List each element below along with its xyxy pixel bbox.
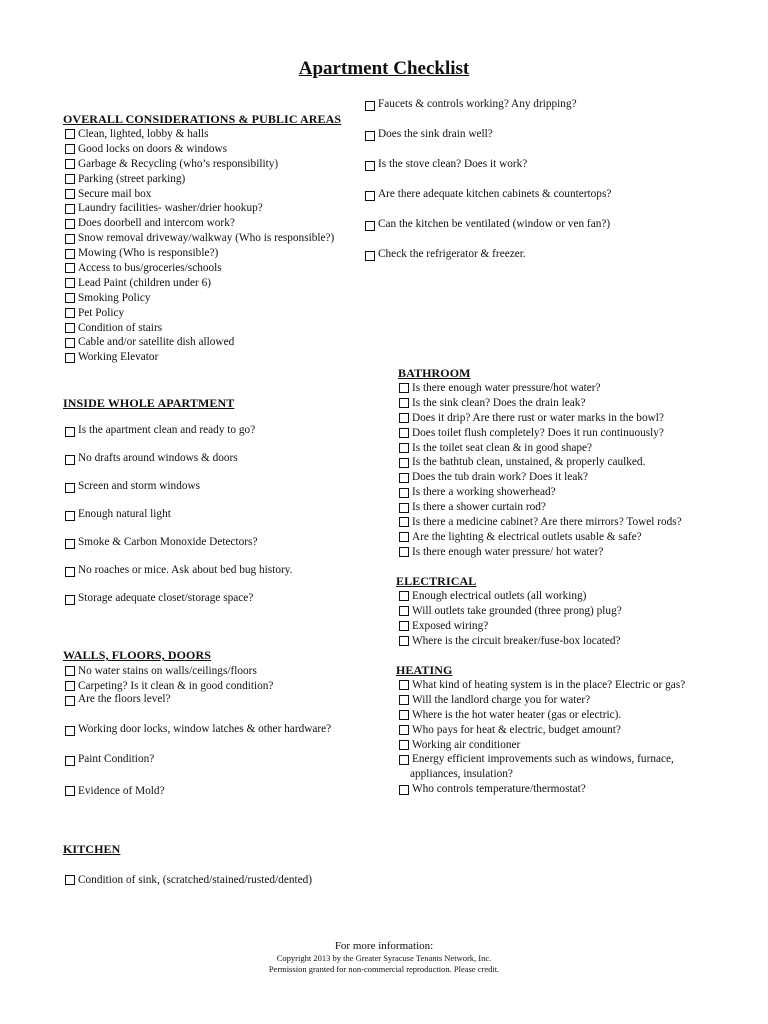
checklist-item[interactable]: Is there a working showerhead? [397,485,682,500]
checklist-item[interactable]: Is the bathtub clean, unstained, & properly caulked. [397,455,682,470]
checkbox-icon[interactable] [65,567,75,577]
checklist-item[interactable]: Access to bus/groceries/schools [63,261,334,276]
checklist-item[interactable]: Secure mail box [63,187,334,202]
checkbox-icon[interactable] [399,591,409,601]
checklist-item[interactable]: Where is the hot water heater (gas or electric). [397,708,685,723]
checkbox-icon[interactable] [65,144,75,154]
inside-list [63,424,293,620]
checklist-item[interactable]: Is the apartment clean and ready to go? [63,424,293,452]
checklist-item[interactable]: Is the stove clean? Does it work? [363,158,611,188]
kitchen-list-left [63,872,312,887]
checklist-item[interactable]: Are the floors level? [63,693,331,723]
checkbox-icon[interactable] [399,488,409,498]
checkbox-icon[interactable] [65,455,75,465]
checkbox-icon[interactable] [65,293,75,303]
checkbox-icon[interactable] [399,473,409,483]
checkbox-icon[interactable] [365,131,375,141]
checklist-item[interactable]: Will the landlord charge you for water? [397,693,685,708]
checkbox-icon[interactable] [399,547,409,557]
checklist-item[interactable]: Smoke & Carbon Monoxide Detectors? [63,536,293,564]
checkbox-icon[interactable] [65,511,75,521]
checklist-item[interactable]: What kind of heating system is in the place? Electric or gas? [397,678,685,693]
checklist-item[interactable]: Evidence of Mold? [63,783,331,798]
checkbox-icon[interactable] [65,219,75,229]
checklist-item[interactable]: Can the kitchen be ventilated (window or ven fan?) [363,218,611,248]
checkbox-icon[interactable] [65,234,75,244]
checklist-item[interactable]: Working air conditioner [397,738,685,753]
walls-list [63,663,331,798]
checklist-item[interactable]: Lead Paint (children under 6) [63,276,334,291]
checkbox-icon[interactable] [365,161,375,171]
checklist-item[interactable]: Mowing (Who is responsible?) [63,246,334,261]
checkbox-icon[interactable] [365,251,375,261]
checklist-item[interactable]: Pet Policy [63,306,334,321]
checklist-item[interactable]: Does the sink drain well? [363,128,611,158]
checkbox-icon[interactable] [399,710,409,720]
checkbox-icon[interactable] [65,427,75,437]
checklist-item[interactable]: Faucets & controls working? Any dripping? [363,98,611,128]
checkbox-icon[interactable] [399,398,409,408]
checklist-item[interactable]: Garbage & Recycling (who’s responsibility) [63,157,334,172]
checkbox-icon[interactable] [399,428,409,438]
checklist-item[interactable]: Energy efficient improvements such as windows, furnace, [397,752,685,767]
checkbox-icon[interactable] [65,174,75,184]
checklist-item[interactable]: Screen and storm windows [63,480,293,508]
checklist-item[interactable]: Where is the circuit breaker/fuse-box located? [397,634,622,649]
checklist-item[interactable]: Does the tub drain work? Does it leak? [397,470,682,485]
checklist-item[interactable]: Working Elevator [63,350,334,365]
checklist-item-continuation: appliances, insulation? [410,768,513,781]
page-title: Apartment Checklist [298,58,470,79]
checkbox-icon[interactable] [399,458,409,468]
heading-electrical: ELECTRICAL [396,574,477,588]
heading-inside: INSIDE WHOLE APARTMENT [63,396,235,410]
checklist-item[interactable]: Smoking Policy [63,291,334,306]
checkbox-icon[interactable] [65,204,75,214]
checklist-item[interactable]: Is the toilet seat clean & in good shape? [397,441,682,456]
checklist-item[interactable]: Is there a medicine cabinet? Are there mirrors? Towel rods? [397,515,682,530]
checklist-item[interactable]: Storage adequate closet/storage space? [63,592,293,620]
checkbox-icon[interactable] [65,249,75,259]
checklist-item[interactable]: Who pays for heat & electric, budget amount? [397,723,685,738]
checklist-item[interactable]: No water stains on walls/ceilings/floors [63,663,331,678]
checkbox-icon[interactable] [399,532,409,542]
checklist-item[interactable]: No drafts around windows & doors [63,452,293,480]
checkbox-icon[interactable] [399,695,409,705]
checkbox-icon[interactable] [399,740,409,750]
checkbox-icon[interactable] [399,755,409,765]
electrical-list [397,589,622,649]
checklist-item[interactable]: Good locks on doors & windows [63,142,334,157]
checklist-item[interactable]: Does doorbell and intercom work? [63,216,334,231]
heading-overall: OVERALL CONSIDERATIONS & PUBLIC AREAS [63,112,342,126]
checkbox-icon[interactable] [65,308,75,318]
checkbox-icon[interactable] [65,353,75,363]
checkbox-icon[interactable] [65,263,75,273]
checklist-item[interactable]: Exposed wiring? [397,619,622,634]
checkbox-icon[interactable] [399,517,409,527]
checkbox-icon[interactable] [65,129,75,139]
heading-walls: WALLS, FLOORS, DOORS [63,648,212,662]
checklist-item[interactable]: Enough natural light [63,508,293,536]
checkbox-icon[interactable] [365,191,375,201]
checklist-item[interactable]: Does it drip? Are there rust or water marks in the bowl? [397,411,682,426]
checkbox-icon[interactable] [399,636,409,646]
checklist-item[interactable]: Carpeting? Is it clean & in good condition? [63,678,331,693]
checklist-item[interactable]: Does toilet flush completely? Does it run continuously? [397,426,682,441]
checkbox-icon[interactable] [399,443,409,453]
checkbox-icon[interactable] [65,726,75,736]
checkbox-icon[interactable] [65,786,75,796]
checklist-item[interactable]: Enough electrical outlets (all working) [397,589,622,604]
checklist-item[interactable]: Snow removal driveway/walkway (Who is responsible?) [63,231,334,246]
checklist-item[interactable]: No roaches or mice. Ask about bed bug history. [63,564,293,592]
checklist-item[interactable]: Working door locks, window latches & other hardware? [63,723,331,753]
checkbox-icon[interactable] [399,413,409,423]
checkbox-icon[interactable] [399,725,409,735]
checkbox-icon[interactable] [65,338,75,348]
checkbox-icon[interactable] [65,595,75,605]
checklist-item[interactable]: Clean, lighted, lobby & halls [63,127,334,142]
checkbox-icon[interactable] [65,875,75,885]
checkbox-icon[interactable] [399,503,409,513]
checklist-item[interactable]: Is there a shower curtain rod? [397,500,682,515]
checkbox-icon[interactable] [399,383,409,393]
kitchen-list-right [363,98,611,263]
footer-more-info: For more information: [334,940,434,952]
checkbox-icon[interactable] [399,680,409,690]
checklist-item[interactable]: Are there adequate kitchen cabinets & countertops? [363,188,611,218]
checkbox-icon[interactable] [365,221,375,231]
checklist-item[interactable]: Is there enough water pressure/ hot water? [397,545,682,560]
footer-permission: Permission granted for non-commercial reproduction. Please credit. [268,964,500,974]
heading-bathroom: BATHROOM [398,366,471,380]
overall-list [63,127,334,365]
checkbox-icon[interactable] [399,606,409,616]
checkbox-icon[interactable] [65,323,75,333]
checkbox-icon[interactable] [65,681,75,691]
checklist-item[interactable]: Is the sink clean? Does the drain leak? [397,396,682,411]
footer-copyright: Copyright 2013 by the Greater Syracuse Tenants Network, Inc. [276,953,492,963]
footer [0,940,768,975]
checklist-item[interactable]: Laundry facilities- washer/drier hookup? [63,201,334,216]
heading-kitchen: KITCHEN [63,842,121,856]
checklist-item[interactable]: Condition of sink, (scratched/stained/rusted/dented) [63,872,312,887]
checkbox-icon[interactable] [65,756,75,766]
checklist-item[interactable]: Check the refrigerator & freezer. [363,248,611,263]
checkbox-icon[interactable] [399,785,409,795]
checklist-item[interactable]: Parking (street parking) [63,172,334,187]
checkbox-icon[interactable] [65,189,75,199]
checklist-item[interactable]: Are the lighting & electrical outlets usable & safe? [397,530,682,545]
checkbox-icon[interactable] [65,696,75,706]
heating-list [397,678,685,797]
checklist-item[interactable]: Who controls temperature/thermostat? [397,782,685,797]
checkbox-icon[interactable] [65,539,75,549]
checkbox-icon[interactable] [65,159,75,169]
checklist-item[interactable]: Paint Condition? [63,753,331,783]
checkbox-icon[interactable] [65,278,75,288]
bathroom-list [397,381,682,560]
checkbox-icon[interactable] [365,101,375,111]
checkbox-icon[interactable] [65,666,75,676]
heading-heating: HEATING [396,663,453,677]
checklist-item[interactable]: Cable and/or satellite dish allowed [63,335,334,350]
checklist-item[interactable]: Will outlets take grounded (three prong) plug? [397,604,622,619]
checklist-item[interactable]: Is there enough water pressure/hot water? [397,381,682,396]
checkbox-icon[interactable] [399,621,409,631]
checklist-item[interactable]: Condition of stairs [63,321,334,336]
checkbox-icon[interactable] [65,483,75,493]
